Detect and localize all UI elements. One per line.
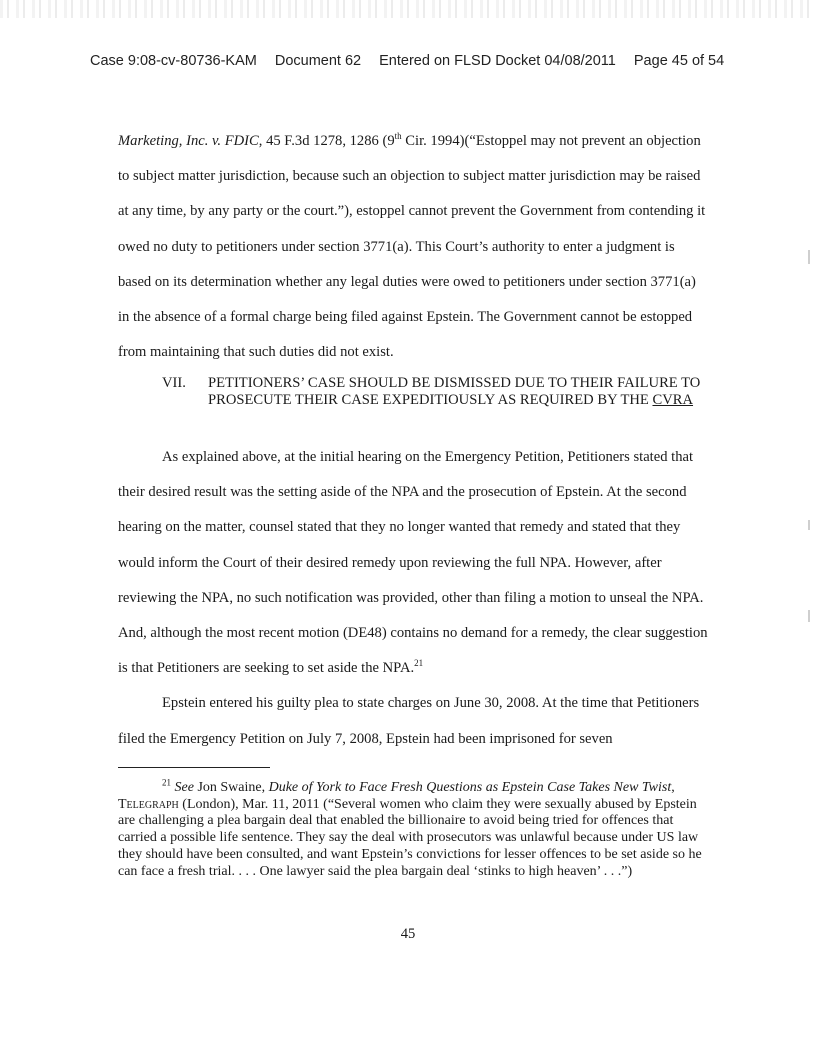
scan-artifact — [808, 610, 810, 622]
section-body — [118, 440, 708, 757]
case-citation: Marketing, Inc. v. FDIC — [118, 133, 259, 149]
scan-artifact — [808, 250, 810, 264]
footnote-ref: 21 — [414, 658, 424, 669]
section-title-underlined: CVRA — [652, 392, 694, 408]
scan-artifact — [0, 0, 816, 18]
paragraph-remedy — [118, 440, 708, 686]
paragraph-plea: Epstein entered his guilty plea to state charges on June 30, 2008. At the time that Petitioners filed the Emergency Petition on July 7, 2008, Epstein had been imprisoned for seven — [118, 695, 700, 747]
section-title-text: PETITIONERS’ CASE SHOULD BE DISMISSED DUE TO THEIR FAILURE TO PROSECUTE THEIR CASE EXPEDITIOUSLY AS REQUIRED BY THE — [208, 375, 701, 408]
footnote-sep: , — [671, 780, 675, 795]
footnote-divider — [118, 767, 270, 768]
section-number: VII. — [162, 375, 186, 391]
section-heading — [162, 375, 702, 409]
publication-name: Telegraph — [118, 796, 179, 812]
footnote-number: 21 — [162, 777, 171, 788]
footnote-author: Jon Swaine, — [193, 780, 269, 795]
ordinal-sup: th — [394, 131, 402, 142]
page-indicator: Page 45 of 54 — [633, 53, 725, 69]
docket-entry: Entered on FLSD Docket 04/08/2011 — [379, 53, 616, 69]
section-title — [208, 375, 702, 409]
page-number: 45 — [400, 926, 416, 942]
article-title: Duke of York to Face Fresh Questions as Epstein Case Takes New Twist — [268, 780, 672, 795]
signal-see: See — [174, 780, 194, 795]
scan-artifact — [808, 520, 810, 530]
footnote-text: (London), Mar. 11, 2011 (“Several women who claim they were sexually abused by Epstein are challenging a plea bargain deal that enabled the billionaire to avoid being tried for offences that carried a possible life sentence. They say the deal with prosecutors was unlawful because under US law they should have been consulted, and want Epstein’s convictions for lesser offences to be set aside so he can face a fresh trial. . . . One lawyer said the plea bargain deal ‘stinks to high heaven’ . . .”) — [118, 796, 702, 879]
footnote-21 — [118, 777, 710, 880]
paragraph-estoppel — [118, 124, 708, 370]
paragraph-text: Cir. 1994)(“Estoppel may not prevent an objection to subject matter jurisdiction, because such an objection to subject matter jurisdiction may be raised at any time, by any party or the court.”), estoppel cannot prevent the Government from contending it owed no duty to petitioners under section 3771(a). This Court’s authority to enter a judgment is based on its determination whether any legal duties were owed to petitioners under section 3771(a) in the absence of a formal charge being filed against Epstein. The Government cannot be estopped from maintaining that such duties did not exist. — [118, 133, 706, 361]
document-number: Document 62 — [274, 53, 362, 69]
citation-text: , 45 F.3d 1278, 1286 (9 — [258, 133, 395, 149]
paragraph-text: As explained above, at the initial hearing on the Emergency Petition, Petitioners stated that their desired result was the setting aside of the NPA and the prosecution of Epstein. At the second hearing on the matter, counsel stated that they no longer wanted that remedy and stated that they would inform the Court of their desired remedy upon reviewing the full NPA. However, after reviewing the NPA, no such notification was provided, other than filing a motion to unseal the NPA. And, although the most recent motion (DE48) contains no demand for a remedy, the clear suggestion is that Petitioners are seeking to set aside the NPA. — [118, 449, 708, 677]
case-number: Case 9:08-cv-80736-KAM — [90, 53, 257, 69]
page-header — [90, 53, 770, 69]
